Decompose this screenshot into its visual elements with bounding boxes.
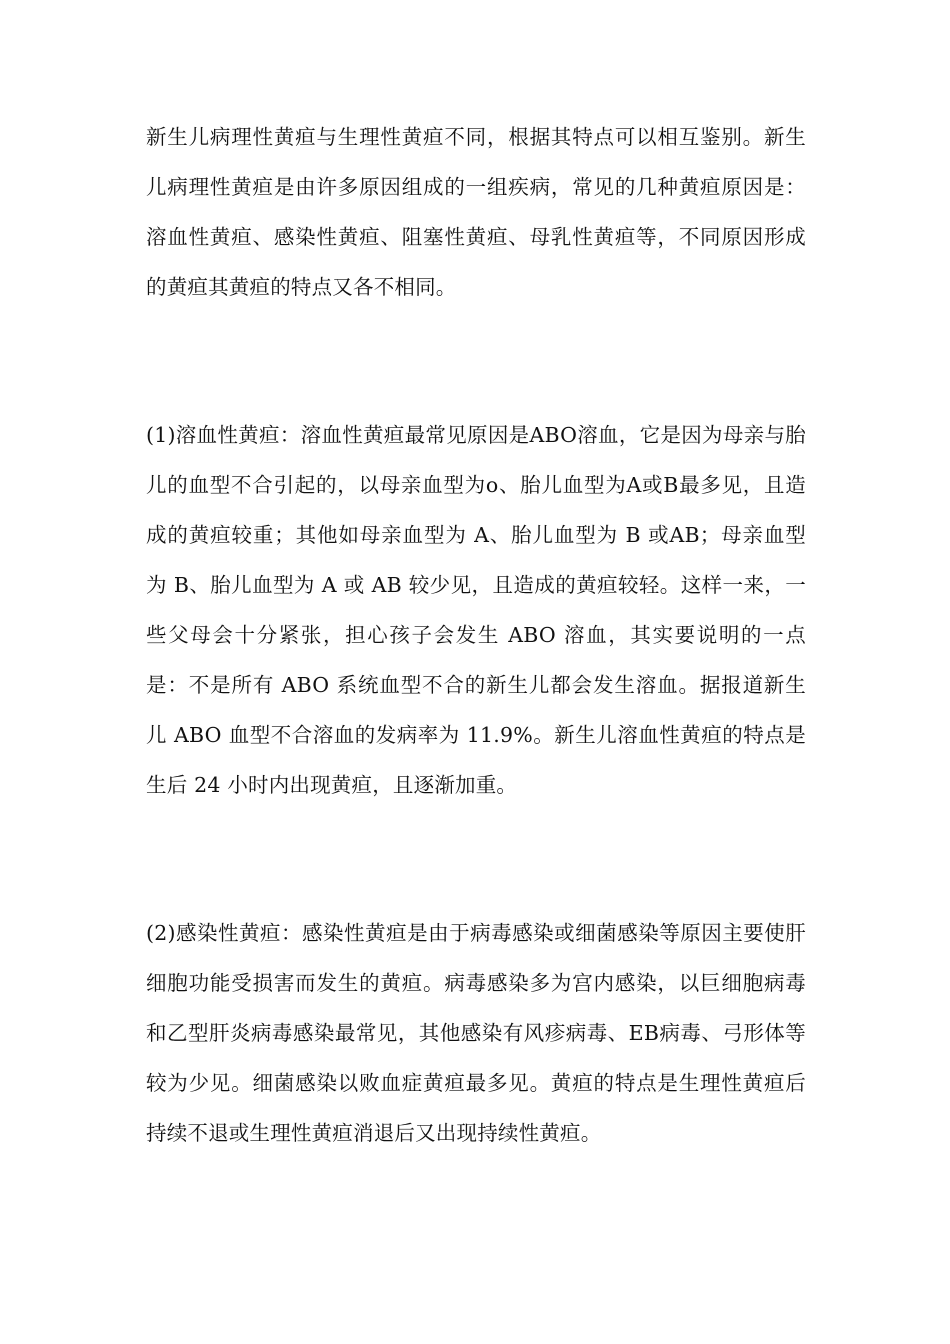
- paragraph-hemolytic-jaundice: (1)溶血性黄疸：溶血性黄疸最常见原因是ABO溶血，它是因为母亲与胎儿的血型不合引起的，以母亲血型为o、胎儿血型为A或B最多见，且造成的黄疸较重；其他如母亲血型为 A、胎儿血型为 B 或AB；母亲血型为 B、胎儿血型为 A 或 AB 较少见，且造成的黄疸较轻。这样一来，一些父母会十分紧张，担心孩子会发生 ABO 溶血，其实要说明的一点是：不是所有 ABO 系统血型不合的新生儿都会发生溶血。据报道新生儿 ABO 血型不合溶血的发病率为 11.9%。新生儿溶血性黄疸的特点是生后 24 小时内出现黄疸，且逐渐加重。: [146, 423, 806, 797]
- paragraph-infectious-jaundice: (2)感染性黄疸：感染性黄疸是由于病毒感染或细菌感染等原因主要使肝细胞功能受损害而发生的黄疸。病毒感染多为宫内感染，以巨细胞病毒和乙型肝炎病毒感染最常见，其他感染有风疹病毒、EB病毒、弓形体等较为少见。细菌感染以败血症黄疸最多见。黄疸的特点是生理性黄疸后持续不退或生理性黄疸消退后又出现持续性黄疸。: [146, 921, 806, 1145]
- paragraph-intro: 新生儿病理性黄疸与生理性黄疸不同，根据其特点可以相互鉴别。新生儿病理性黄疸是由许多原因组成的一组疾病，常见的几种黄疸原因是：溶血性黄疸、感染性黄疸、阻塞性黄疸、母乳性黄疸等，不同原因形成的黄疸其黄疸的特点又各不相同。: [146, 125, 806, 299]
